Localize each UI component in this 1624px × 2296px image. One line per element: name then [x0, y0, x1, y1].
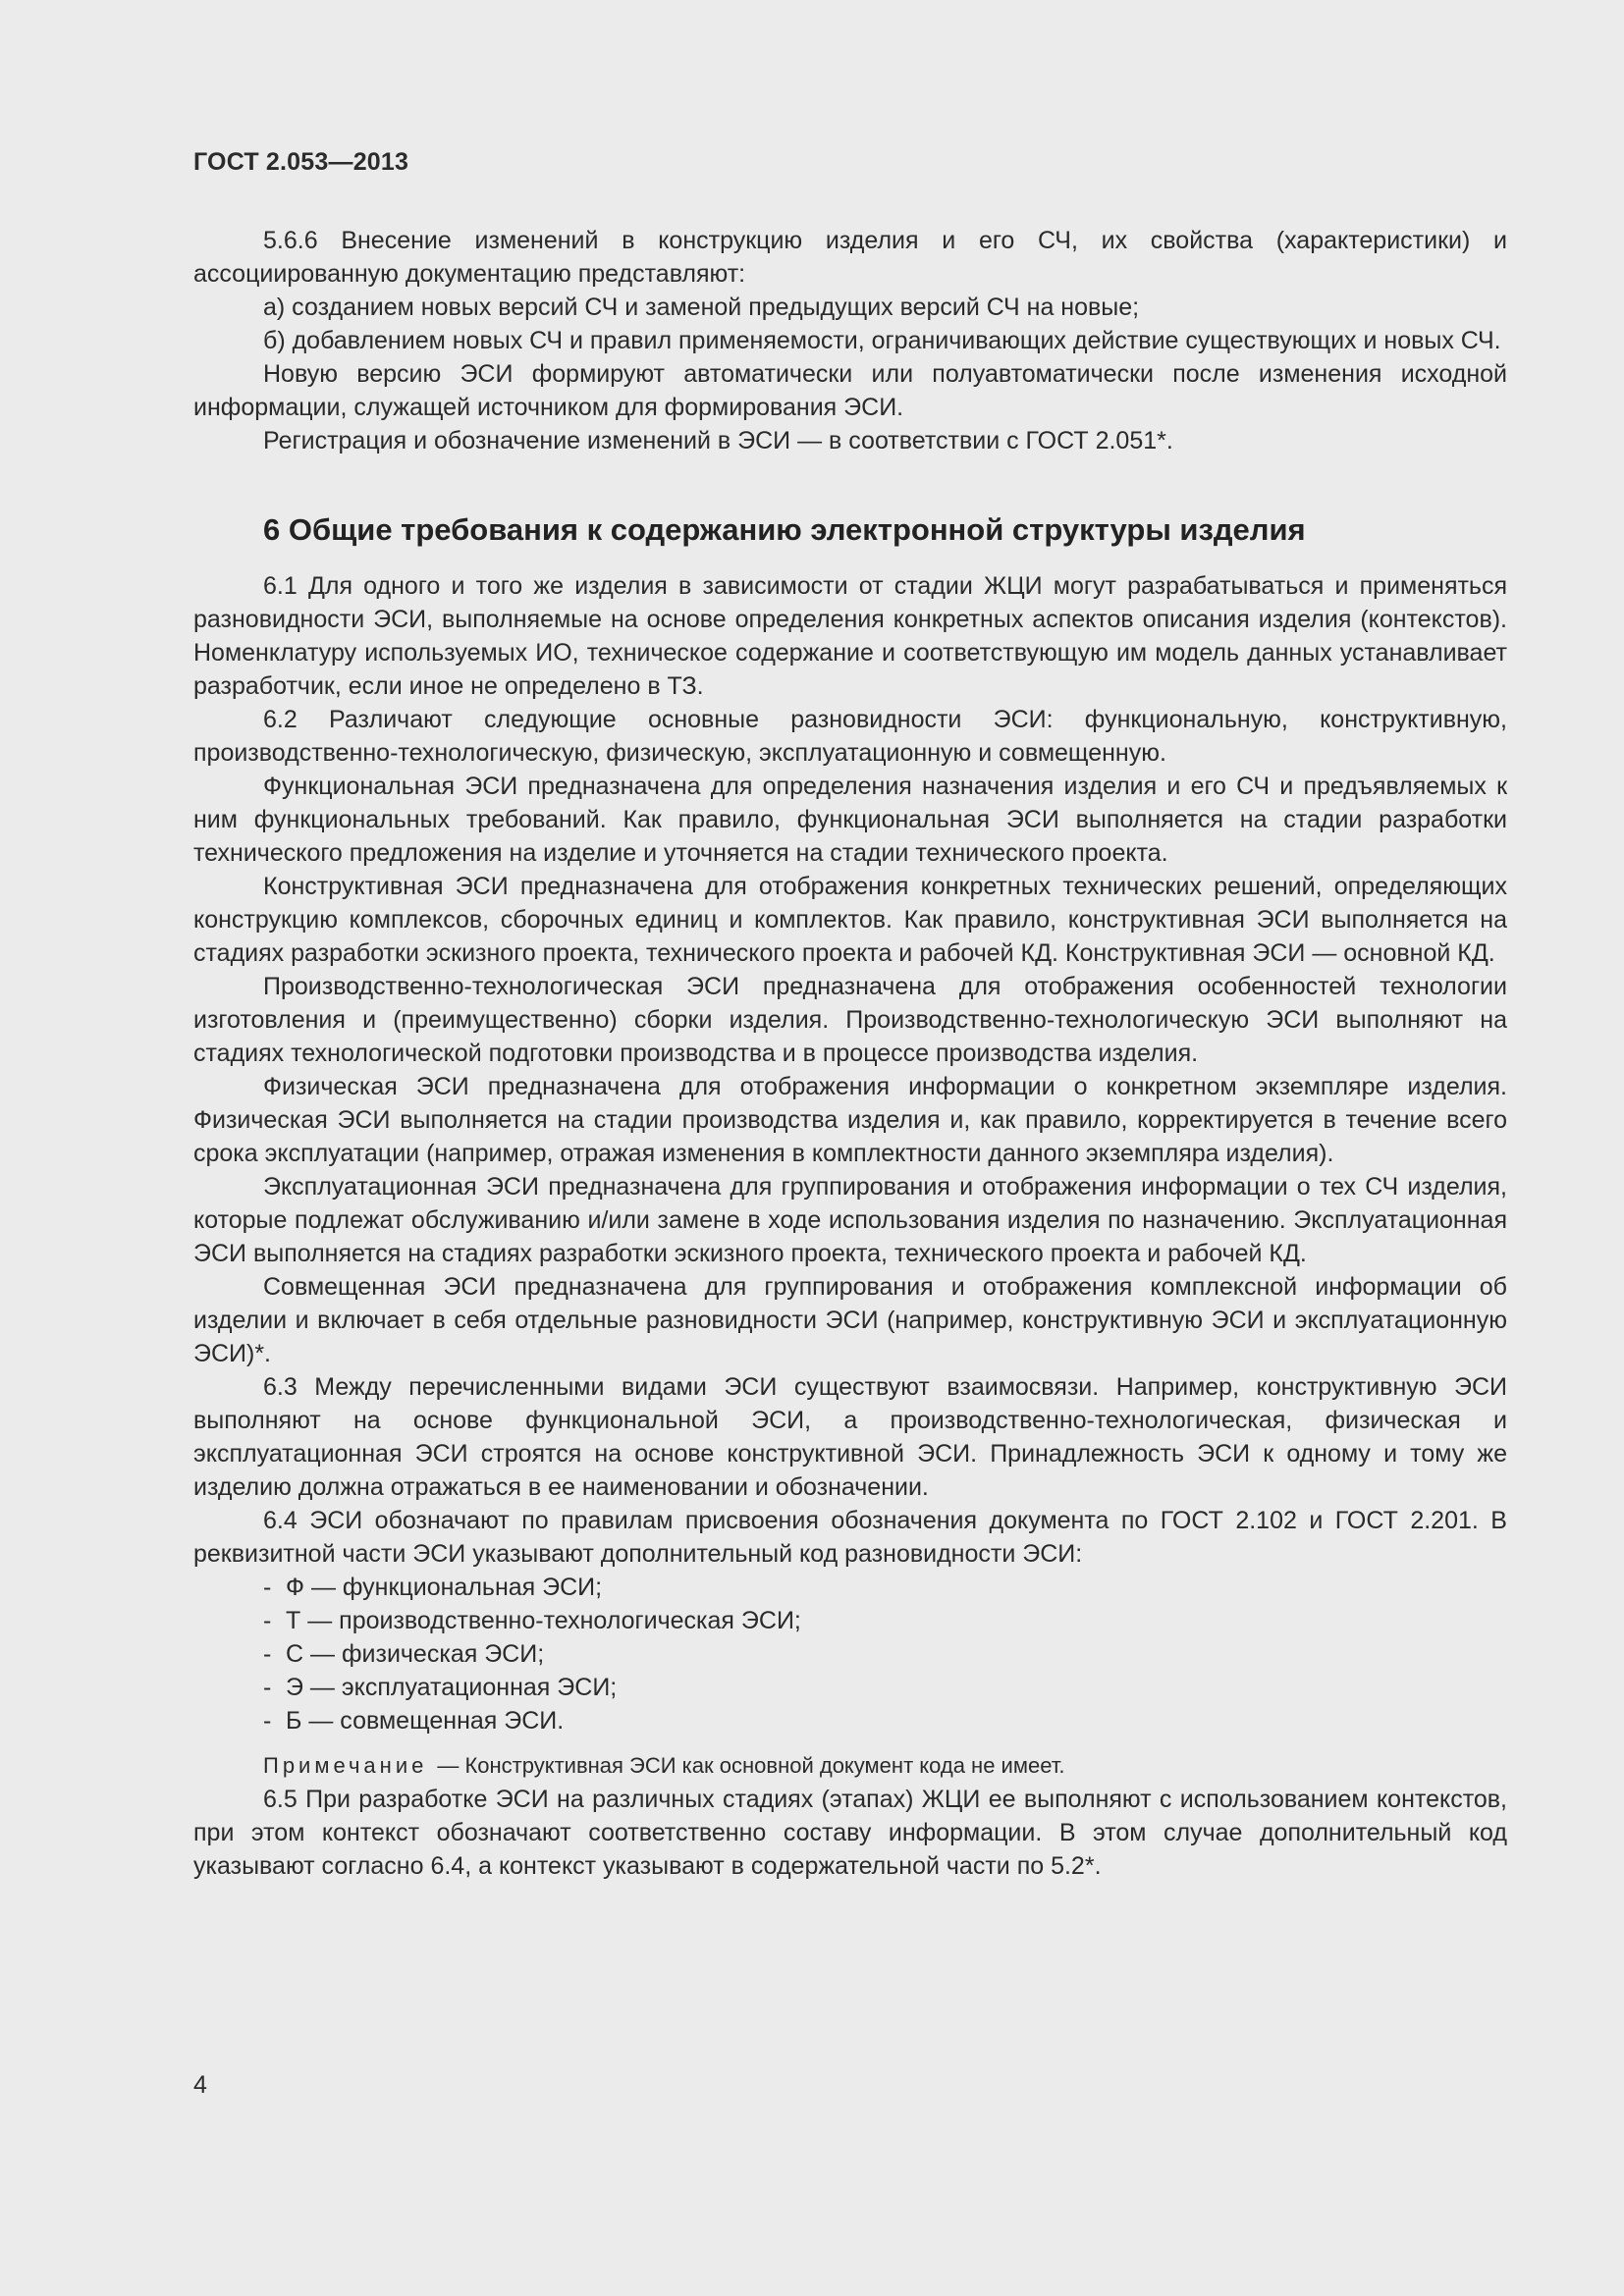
paragraph: 6.1 Для одного и того же изделия в зависимости от стадии ЖЦИ могут разрабатываться и применяться разновидности ЭСИ, выполняемые на основе определения конкретных аспектов описания изделия (контекстов). Номенклатуру используемых ИО, техническое содержание и соответствующую им модель данных устанавливает разработчик, если иное не определено в ТЗ. — [193, 572, 1507, 700]
note — [193, 1749, 1507, 1783]
paragraph: Функциональная ЭСИ предназначена для определения назначения изделия и его СЧ и предъявляемых к ним функциональных требований. Как правило, функциональная ЭСИ выполняется на стадии разработки технического предложения на изделие и уточняется на стадии технического проекта. — [193, 773, 1507, 867]
clause-5-6-6-item-a: а) созданием новых версий СЧ и заменой предыдущих версий СЧ на новые; — [263, 294, 1140, 321]
paragraph: Конструктивная ЭСИ предназначена для отображения конкретных технических решений, определяющих конструкцию комплексов, сборочных единиц и комплектов. Как правило, конструктивная ЭСИ выполняется на стадиях разработки эскизного проекта, технического проекта и рабочей КД. Конструктивная ЭСИ — основной КД. — [193, 873, 1507, 967]
paragraph: Регистрация и обозначение изменений в ЭСИ — в соответствии с ГОСТ 2.051*. — [263, 427, 1173, 454]
section-heading: 6 Общие требования к содержанию электронной структуры изделия — [263, 512, 1306, 547]
paragraph: Физическая ЭСИ предназначена для отображения информации о конкретном экземпляре изделия. Физическая ЭСИ выполняется на стадии производства изделия и, как правило, корректируется в течение всего срока эксплуатации (например, отражая изменения в комплектности данного экземпляра изделия). — [193, 1073, 1507, 1167]
paragraph: 6.4 ЭСИ обозначают по правилам присвоения обозначения документа по ГОСТ 2.102 и ГОСТ 2.201. В реквизитной части ЭСИ указывают дополнительный код разновидности ЭСИ: — [193, 1507, 1507, 1568]
note-label: Примечание — [263, 1753, 428, 1778]
page-body — [193, 224, 1507, 1883]
list-item: - Б — совмещенная ЭСИ. — [263, 1704, 1507, 1737]
clause-5-6-6-item-b: б) добавлением новых СЧ и правил применяемости, ограничивающих действие существующих и новых СЧ. — [263, 327, 1501, 354]
list-item: - С — физическая ЭСИ; — [263, 1637, 1507, 1671]
paragraph: Производственно-технологическая ЭСИ предназначена для отображения особенностей технологии изготовления и (преимущественно) сборки изделия. Производственно-технологическую ЭСИ выполняют на стадиях технологической подготовки производства и в процессе производства изделия. — [193, 973, 1507, 1067]
paragraph: 6.3 Между перечисленными видами ЭСИ существуют взаимосвязи. Например, конструктивную ЭСИ выполняют на основе функциональной ЭСИ, а производственно-технологическая, физическая и эксплуатационная ЭСИ строятся на основе конструктивной ЭСИ. Принадлежность ЭСИ к одному и тому же изделию должна отражаться в ее наименовании и обозначении. — [193, 1373, 1507, 1501]
paragraph: 6.2 Различают следующие основные разновидности ЭСИ: функциональную, конструктивную, производственно-технологическую, физическую, эксплуатационную и совмещенную. — [193, 706, 1507, 767]
clause-5-6-6 — [193, 224, 1507, 457]
list-item: - Т — производственно-технологическая ЭСИ; — [263, 1604, 1507, 1637]
paragraph: 6.5 При разработке ЭСИ на различных стадиях (этапах) ЖЦИ ее выполняют с использованием контекстов, при этом контекст обозначают соответственно составу информации. В этом случае дополнительный код указывают согласно 6.4, а контекст указывают в содержательной части по 5.2*. — [193, 1786, 1507, 1880]
list-item: - Ф — функциональная ЭСИ; — [263, 1571, 1507, 1604]
paragraph: Эксплуатационная ЭСИ предназначена для группирования и отображения информации о тех СЧ изделия, которые подлежат обслуживанию и/или замене в ходе использования изделия по назначению. Эксплуатационная ЭСИ выполняется на стадиях разработки эскизного проекта, технического проекта и рабочей КД. — [193, 1173, 1507, 1267]
clause-5-6-6-intro: 5.6.6 Внесение изменений в конструкцию изделия и его СЧ, их свойства (характеристики) и ассоциированную документацию представляют: — [193, 227, 1507, 288]
paragraph: Новую версию ЭСИ формируют автоматически или полуавтоматически после изменения исходной информации, служащей источником для формирования ЭСИ. — [193, 360, 1507, 421]
paragraph: Совмещенная ЭСИ предназначена для группирования и отображения комплексной информации об изделии и включает в себя отдельные разновидности ЭСИ (например, конструктивную ЭСИ и эксплуатационную ЭСИ)*. — [193, 1273, 1507, 1367]
note-text: — Конструктивная ЭСИ как основной документ кода не имеет. — [437, 1753, 1065, 1778]
code-list — [193, 1571, 1507, 1737]
page-number: 4 — [193, 2071, 207, 2099]
list-item: - Э — эксплуатационная ЭСИ; — [263, 1671, 1507, 1704]
standard-designation: ГОСТ 2.053—2013 — [193, 148, 409, 176]
section-6-body — [193, 569, 1507, 1883]
